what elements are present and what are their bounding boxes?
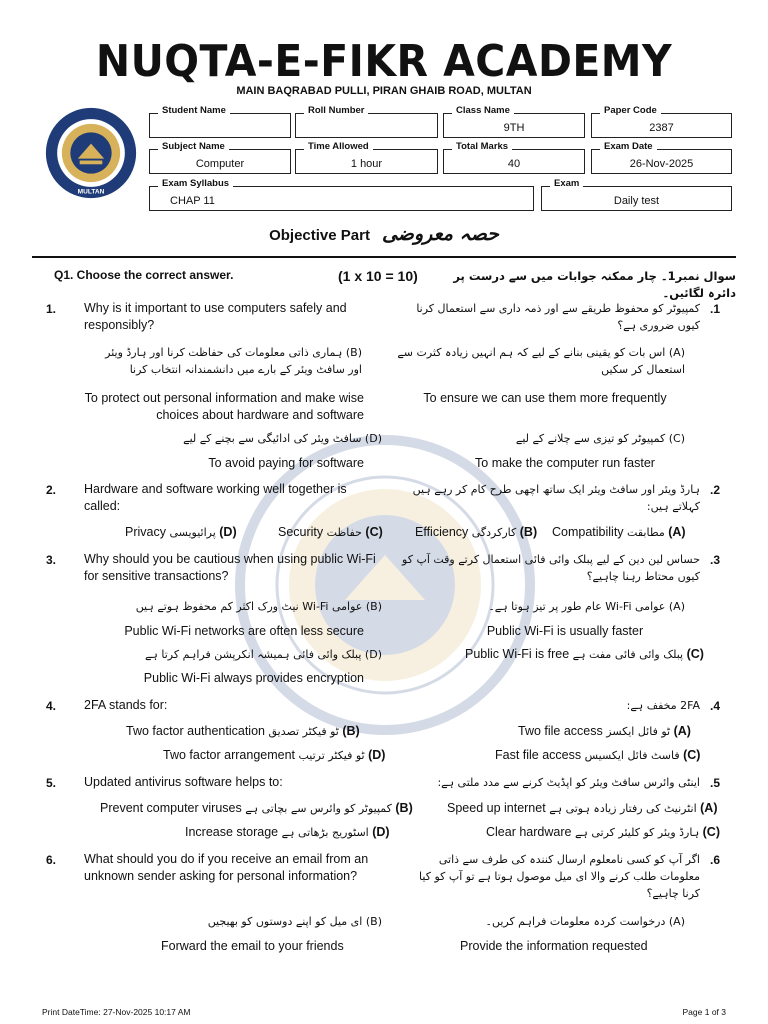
question-number-ur: .2	[710, 483, 721, 497]
question-number: 3.	[46, 553, 57, 567]
subject-name-value: Computer	[195, 158, 245, 170]
question-text-ur: ہارڈ ویئر اور سافٹ ویئر ایک ساتھ اچھی طرح کام کر رہے ہیں کہلاتے ہیں:	[412, 483, 700, 513]
option-c[interactable]: Security حفاظت (C)	[278, 525, 383, 539]
option-a-ur[interactable]: (A) درخواست کردہ معلومات فراہم کریں۔	[485, 915, 685, 928]
option-a[interactable]: Compatibility مطابقت (A)	[552, 525, 686, 539]
question-number-ur: .6	[710, 853, 721, 867]
exam-date-label: Exam Date	[600, 141, 657, 153]
paper-code-label: Paper Code	[600, 105, 661, 117]
paper-code-field[interactable]	[591, 105, 732, 138]
question-text-ur: اگر آپ کو کسی نامعلوم ارسال کنندہ کی طرف سے ذاتی معلومات طلب کرنے والا ای میل موصول ہوتا ہے تو آپ کو کیا کرنا چاہیے؟	[419, 853, 700, 900]
exam-syllabus-field[interactable]	[149, 178, 534, 211]
time-allowed-value: 1 hour	[350, 158, 383, 170]
question-number: 5.	[46, 776, 57, 790]
q1-heading-ur: سوال نمبر1۔ چار ممکنہ جوابات میں سے درست پر دائرہ لگائیں۔	[453, 269, 736, 300]
question-number-ur: .4	[710, 699, 721, 713]
option-c-ur[interactable]: (C) کمپیوٹر کو تیزی سے چلانے کے لیے	[515, 432, 685, 445]
question-text-en: 2FA stands for:	[84, 698, 168, 712]
objective-heading-ur: حصہ معروضی	[381, 223, 499, 245]
option-d[interactable]: Privacy پرائیویسی (D)	[125, 525, 237, 539]
class-name-label: Class Name	[452, 105, 514, 117]
total-marks-field[interactable]	[443, 141, 585, 174]
question-number: 1.	[46, 302, 57, 316]
option-a-en: To ensure we can use them more frequently	[423, 391, 667, 405]
exam-label: Exam	[550, 178, 583, 190]
roll-number-label: Roll Number	[304, 105, 368, 117]
roll-number-field[interactable]	[295, 105, 438, 138]
subject-name-field[interactable]	[149, 141, 291, 174]
question-text-en: Updated antivirus software helps to:	[84, 775, 283, 789]
question-text-ur: 2FA مخفف ہے:	[626, 699, 700, 712]
option-a-en: Provide the information requested	[460, 939, 648, 953]
paper-code-value: 2387	[649, 122, 674, 134]
subject-name-label: Subject Name	[158, 141, 229, 153]
option-a-ur[interactable]: (A) اس بات کو یقینی بنانے کے لیے کہ ہم انہیں زیادہ کثرت سے استعمال کر سکیں	[397, 346, 685, 376]
option-d[interactable]: Two factor arrangement ٹو فیکٹر ترتیب (D)	[163, 748, 386, 762]
option-c[interactable]: Public Wi-Fi is free پبلک وائی فائی مفت ہے (C)	[465, 647, 704, 661]
option-d-en: Public Wi-Fi always provides encryption	[143, 671, 364, 685]
divider	[32, 256, 736, 258]
option-b-en: Forward the email to your friends	[161, 939, 344, 953]
option-b-ur[interactable]: (B) ہماری ذاتی معلومات کی حفاظت کرنا اور ہارڈ ویئر اور سافٹ ویئر کے بارے میں دانشمندانہ انتخاب کرنا	[105, 346, 362, 376]
total-marks-label: Total Marks	[452, 141, 512, 153]
q1-marks: (1 x 10 = 10)	[338, 268, 418, 284]
option-a[interactable]: Speed up internet انٹرنیٹ کی رفتار زیادہ ہوتی ہے (A)	[447, 801, 718, 815]
class-name-value: 9TH	[503, 122, 525, 134]
option-a-en: Public Wi-Fi is usually faster	[486, 624, 644, 638]
question-text-en: What should you do if you receive an email from an unknown sender asking for personal information?	[84, 852, 369, 883]
exam-syllabus-label: Exam Syllabus	[158, 178, 233, 190]
time-allowed-field[interactable]	[295, 141, 438, 174]
option-d-ur[interactable]: (D) سافٹ ویئر کی ادائیگی سے بچنے کے لیے	[183, 432, 382, 445]
question-text-en: Why is it important to use computers safely and responsibly?	[84, 301, 347, 332]
question-text-en: Why should you be cautious when using public Wi-Fi for sensitive transactions?	[84, 552, 376, 583]
academy-title: NUQTA-E-FIKR ACADEMY	[95, 36, 673, 87]
option-a[interactable]: Two file access ٹو فائل ایکسز (A)	[518, 724, 691, 738]
page-number: Page 1 of 3	[682, 1007, 726, 1017]
option-d-ur[interactable]: (D) پبلک وائی فائی ہمیشہ انکرپشن فراہم کرتا ہے	[144, 648, 382, 661]
objective-heading-en: Objective Part	[269, 227, 370, 244]
exam-date-value: 26-Nov-2025	[629, 158, 694, 170]
option-a-ur[interactable]: (A) عوامی Wi-Fi عام طور پر تیز ہوتا ہے۔	[488, 600, 685, 613]
question-number: 6.	[46, 853, 57, 867]
class-name-field[interactable]	[443, 105, 585, 138]
option-b[interactable]: Efficiency کارکردگی (B)	[415, 525, 538, 539]
question-text-ur: اینٹی وائرس سافٹ ویئر کو اپڈیٹ کرنے سے مدد ملتی ہے:	[437, 776, 700, 789]
option-b[interactable]: Prevent computer viruses کمپیوٹر کو وائرس سے بچاتی ہے (B)	[100, 801, 413, 815]
option-b-ur[interactable]: (B) عوامی Wi-Fi نیٹ ورک اکثر کم محفوظ ہوتے ہیں	[135, 600, 382, 613]
logo-city-text: MULTAN	[77, 188, 105, 196]
academy-address: MAIN BAQRABAD PULLI, PIRAN GHAIB ROAD, MULTAN	[236, 85, 532, 97]
option-c[interactable]: Fast file access فاسٹ فائل ایکسیس (C)	[495, 748, 701, 762]
question-number: 4.	[46, 699, 57, 713]
exam-value: Daily test	[613, 195, 660, 207]
objective-heading	[0, 223, 768, 245]
print-datetime: Print DateTime: 27-Nov-2025 10:17 AM	[42, 1007, 191, 1017]
question-text-ur: حساس لین دین کے لیے پبلک وائی فائی استعمال کرتے وقت آپ کو کیوں محتاط رہنا چاہیے؟	[402, 553, 700, 583]
option-c-en: To make the computer run faster	[475, 456, 655, 470]
question-number-ur: .3	[710, 553, 721, 567]
exam-field[interactable]	[541, 178, 732, 211]
time-allowed-label: Time Allowed	[304, 141, 373, 153]
option-b-ur[interactable]: (B) ای میل کو اپنے دوستوں کو بھیجیں	[207, 915, 382, 928]
option-b-en: Public Wi-Fi networks are often less secure	[124, 624, 364, 638]
question-number: 2.	[46, 483, 57, 497]
option-d-en: To avoid paying for software	[208, 456, 364, 470]
academy-logo	[44, 106, 138, 200]
exam-date-field[interactable]	[591, 141, 732, 174]
exam-syllabus-value: CHAP 11	[170, 195, 215, 207]
student-name-field[interactable]	[149, 105, 291, 138]
total-marks-value: 40	[507, 158, 521, 170]
option-b-en: To protect out personal information and make wise choices about hardware and software	[84, 391, 364, 422]
question-text-ur: کمپیوٹر کو محفوظ طریقے سے اور ذمہ داری سے استعمال کرنا کیوں ضروری ہے؟	[416, 302, 700, 332]
question-number-ur: .1	[710, 302, 721, 316]
question-number-ur: .5	[710, 776, 721, 790]
q1-heading-en: Q1. Choose the correct answer.	[54, 268, 234, 282]
option-b[interactable]: Two factor authentication ٹو فیکٹر تصدیق (B)	[126, 724, 360, 738]
option-d[interactable]: Increase storage اسٹوریج بڑھاتی ہے (D)	[185, 825, 390, 839]
question-text-en: Hardware and software working well together is called:	[84, 482, 347, 513]
student-name-label: Student Name	[158, 105, 230, 117]
option-c[interactable]: Clear hardware ہارڈ ویئر کو کلیئر کرتی ہے (C)	[486, 825, 720, 839]
watermark-logo	[235, 435, 538, 735]
